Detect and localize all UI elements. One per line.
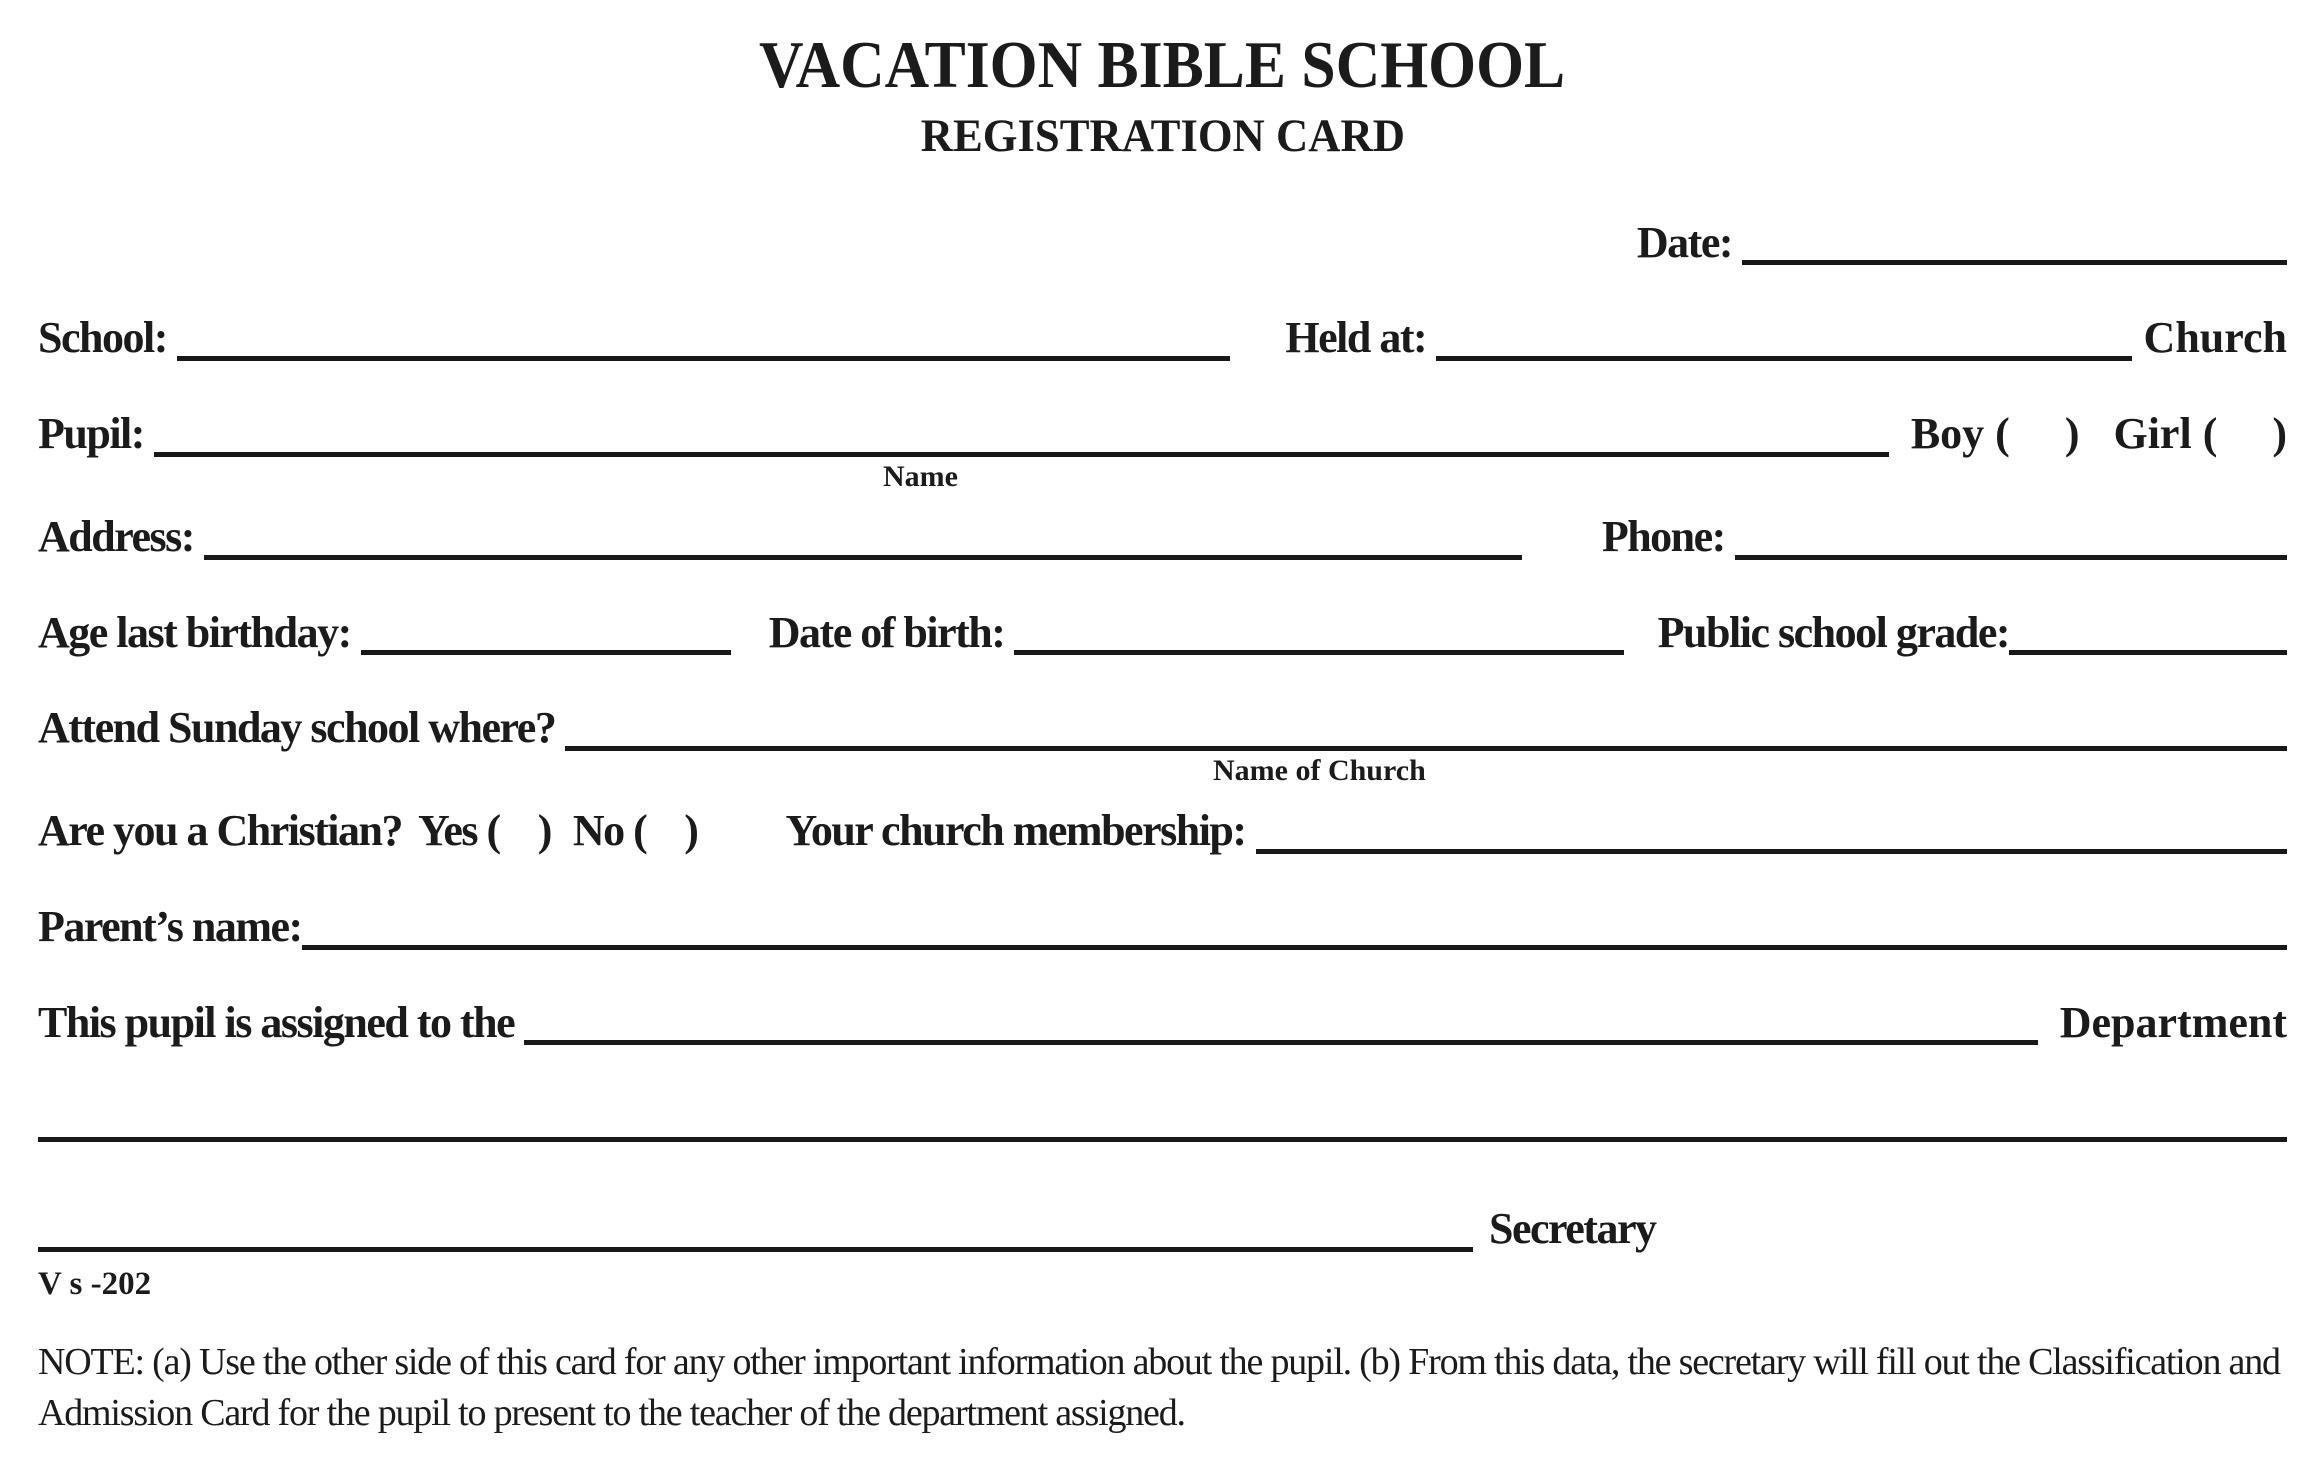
parent-blank-line — [302, 935, 2287, 950]
boy-checkbox-label: Boy ( ) — [1910, 409, 2080, 459]
sunday-school-blank-line — [565, 736, 2287, 751]
christian-question-label: Are you a Christian? — [38, 806, 402, 856]
date-row — [38, 217, 2287, 267]
phone-label: Phone: — [1601, 511, 1725, 561]
pupil-label: Pupil: — [38, 409, 144, 459]
age-blank-line — [361, 640, 731, 655]
note-text: NOTE: (a) Use the other side of this card for any other important information about the pupil. (b) From this data, the secretary will fill out the Classification and Admission Card for the pupil to present to the teacher of the department assigned. — [38, 1341, 2280, 1434]
department-suffix-label: Department — [2059, 997, 2287, 1047]
church-suffix-label: Church — [2143, 313, 2287, 363]
name-caption: Name — [883, 459, 958, 493]
school-blank-line — [177, 346, 1231, 361]
assigned-row — [38, 997, 2287, 1047]
age-last-birthday-label: Age last birthday: — [38, 607, 351, 657]
girl-checkbox-label: Girl ( ) — [2113, 409, 2287, 459]
christian-row — [38, 808, 2287, 854]
school-row — [38, 315, 2287, 361]
age-row — [38, 607, 2287, 657]
pupil-name-blank-line — [154, 442, 1889, 457]
attend-sunday-school-label: Attend Sunday school where? — [38, 703, 556, 753]
membership-blank-line — [1256, 839, 2287, 854]
page-subtitle: REGISTRATION CARD — [920, 110, 1405, 163]
sunday-school-row — [38, 705, 2287, 751]
birth-blank-line — [1014, 640, 1623, 655]
church-membership-label: Your church membership: — [785, 806, 1246, 856]
form-code: V s -202 — [38, 1266, 152, 1303]
grade-blank-line — [2009, 640, 2287, 655]
phone-blank-line — [1735, 545, 2287, 560]
parents-name-label: Parent’s name: — [38, 901, 302, 951]
date-label: Date: — [1636, 217, 1732, 267]
secretary-row — [38, 1206, 2287, 1252]
name-of-church-caption: Name of Church — [1213, 754, 1426, 788]
yes-option-label: Yes ( ) — [417, 806, 551, 856]
school-label: School: — [38, 313, 167, 363]
public-school-grade-label: Public school grade: — [1657, 607, 2009, 657]
date-of-birth-label: Date of birth: — [768, 607, 1005, 657]
secretary-blank-line — [38, 1237, 1473, 1252]
pupil-row — [38, 411, 2287, 457]
extra-line-row — [38, 1127, 2287, 1142]
assigned-label: This pupil is assigned to the — [38, 997, 515, 1047]
secretary-label: Secretary — [1489, 1204, 1656, 1254]
parent-row — [38, 901, 2287, 951]
address-label: Address: — [38, 511, 194, 561]
held-at-label: Held at: — [1285, 313, 1427, 363]
extra-blank-line — [38, 1127, 2287, 1142]
no-option-label: No ( ) — [572, 806, 698, 856]
address-row — [38, 511, 2287, 561]
date-blank-line — [1742, 250, 2287, 265]
page-title: VACATION BIBLE SCHOOL — [759, 28, 1566, 102]
assigned-blank-line — [524, 1030, 2038, 1045]
held-at-blank-line — [1436, 346, 2131, 361]
address-blank-line — [204, 545, 1522, 560]
